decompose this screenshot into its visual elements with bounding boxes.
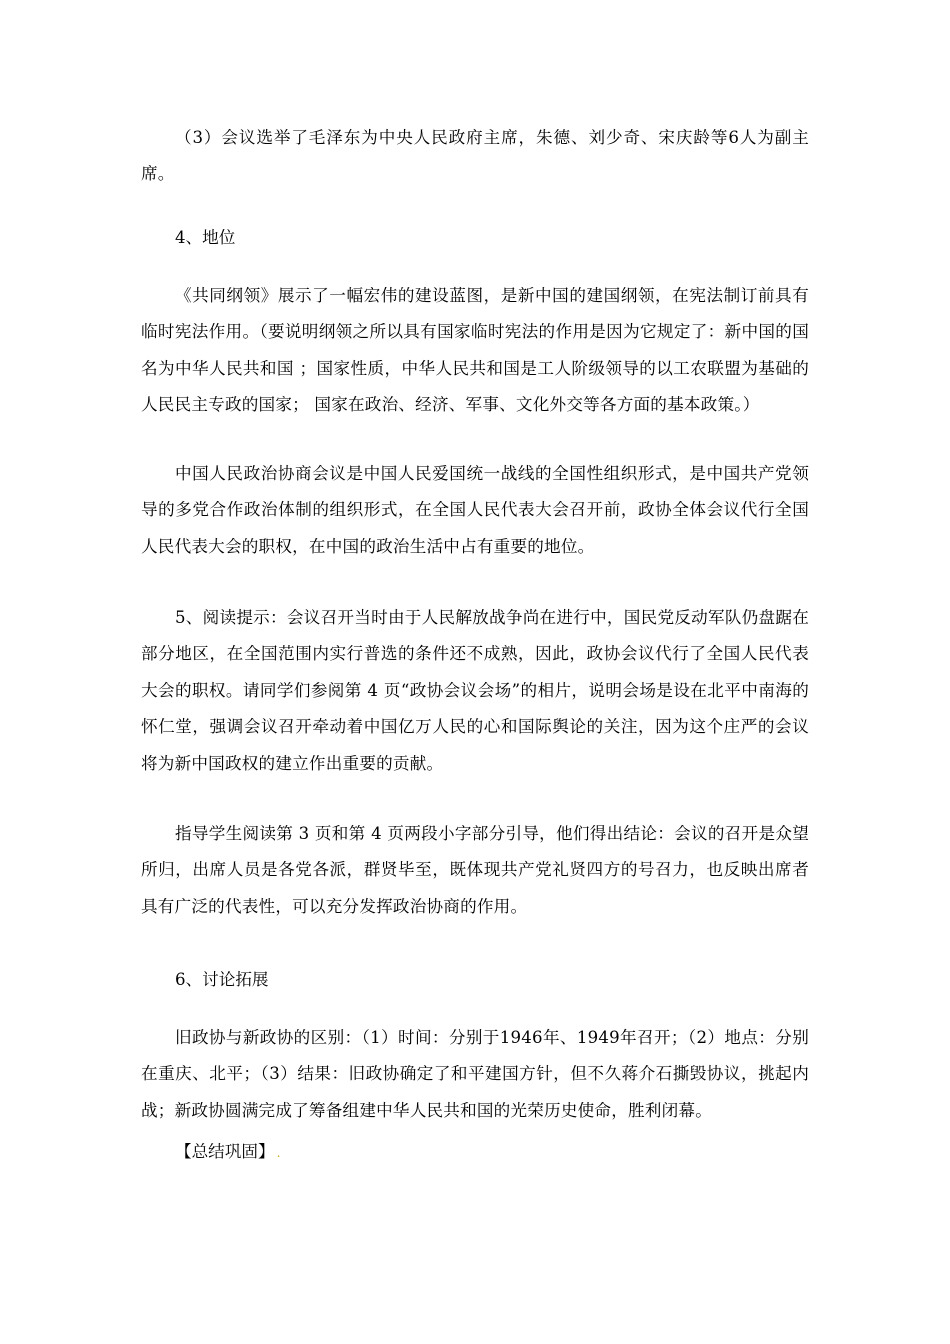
summary-mark: . — [276, 1146, 281, 1160]
paragraph-common-program: 《共同纲领》展示了一幅宏伟的建设蓝图，是新中国的建国纲领，在宪法制订前具有临时宪法作用。（要说明纲领之所以具有国家临时宪法的作用是因为它规定了：新中国的国名为中华人民共和国 ；国家性质，中华人民共和国是工人阶级领导的以工农联盟为基础的人民民主专政的国家； 国家在政治、经济、军事、文化外交等各方面的基本政策。） — [141, 286, 809, 415]
paragraph-reading-tip: 5、阅读提示：会议召开当时由于人民解放战争尚在进行中，国民党反动军队仍盘踞在部分地区，在全国范围内实行普选的条件还不成熟，因此，政协会议代行了全国人民代表大会的职权。请同学们参阅第 4 页“政协会议会场”的相片，说明会场是设在北平中南海的怀仁堂，强调会议召开牵动着中国亿万人民的心和国际舆论的关注，因为这个庄严的会议将为新中国政权的建立作出重要的贡献。 — [141, 608, 809, 773]
summary-heading — [175, 1134, 280, 1171]
summary-heading-text: 【总结巩固】 — [175, 1142, 275, 1161]
paragraph-guided-reading: 指导学生阅读第 3 页和第 4 页两段小字部分引导，他们得出结论：会议的召开是众望所归，出席人员是各党各派，群贤毕至，既体现共产党礼贤四方的号召力，也反映出席者具有广泛的代表性，可以充分发挥政治协商的作用。 — [141, 824, 809, 916]
paragraph-old-vs-new-cppcc: 旧政协与新政协的区别：（1）时间：分别于1946年、1949年召开；（2）地点：分别在重庆、北平；（3）结果：旧政协确定了和平建国方针，但不久蒋介石撕毁协议，挑起内战；新政协圆满完成了筹备组建中华人民共和国的光荣历史使命，胜利闭幕。 — [141, 1028, 809, 1120]
paragraph-election: （3）会议选举了毛泽东为中央人民政府主席，朱德、刘少奇、宋庆龄等6人为副主席。 — [141, 128, 809, 184]
section-heading-discussion: 6、讨论拓展 — [175, 970, 269, 989]
paragraph-cppcc-role: 中国人民政治协商会议是中国人民爱国统一战线的全国性组织形式，是中国共产党领导的多党合作政治体制的组织形式，在全国人民代表大会召开前，政协全体会议代行全国人民代表大会的职权，在中国的政治生活中占有重要的地位。 — [141, 464, 809, 556]
section-heading-status: 4、地位 — [175, 228, 236, 247]
